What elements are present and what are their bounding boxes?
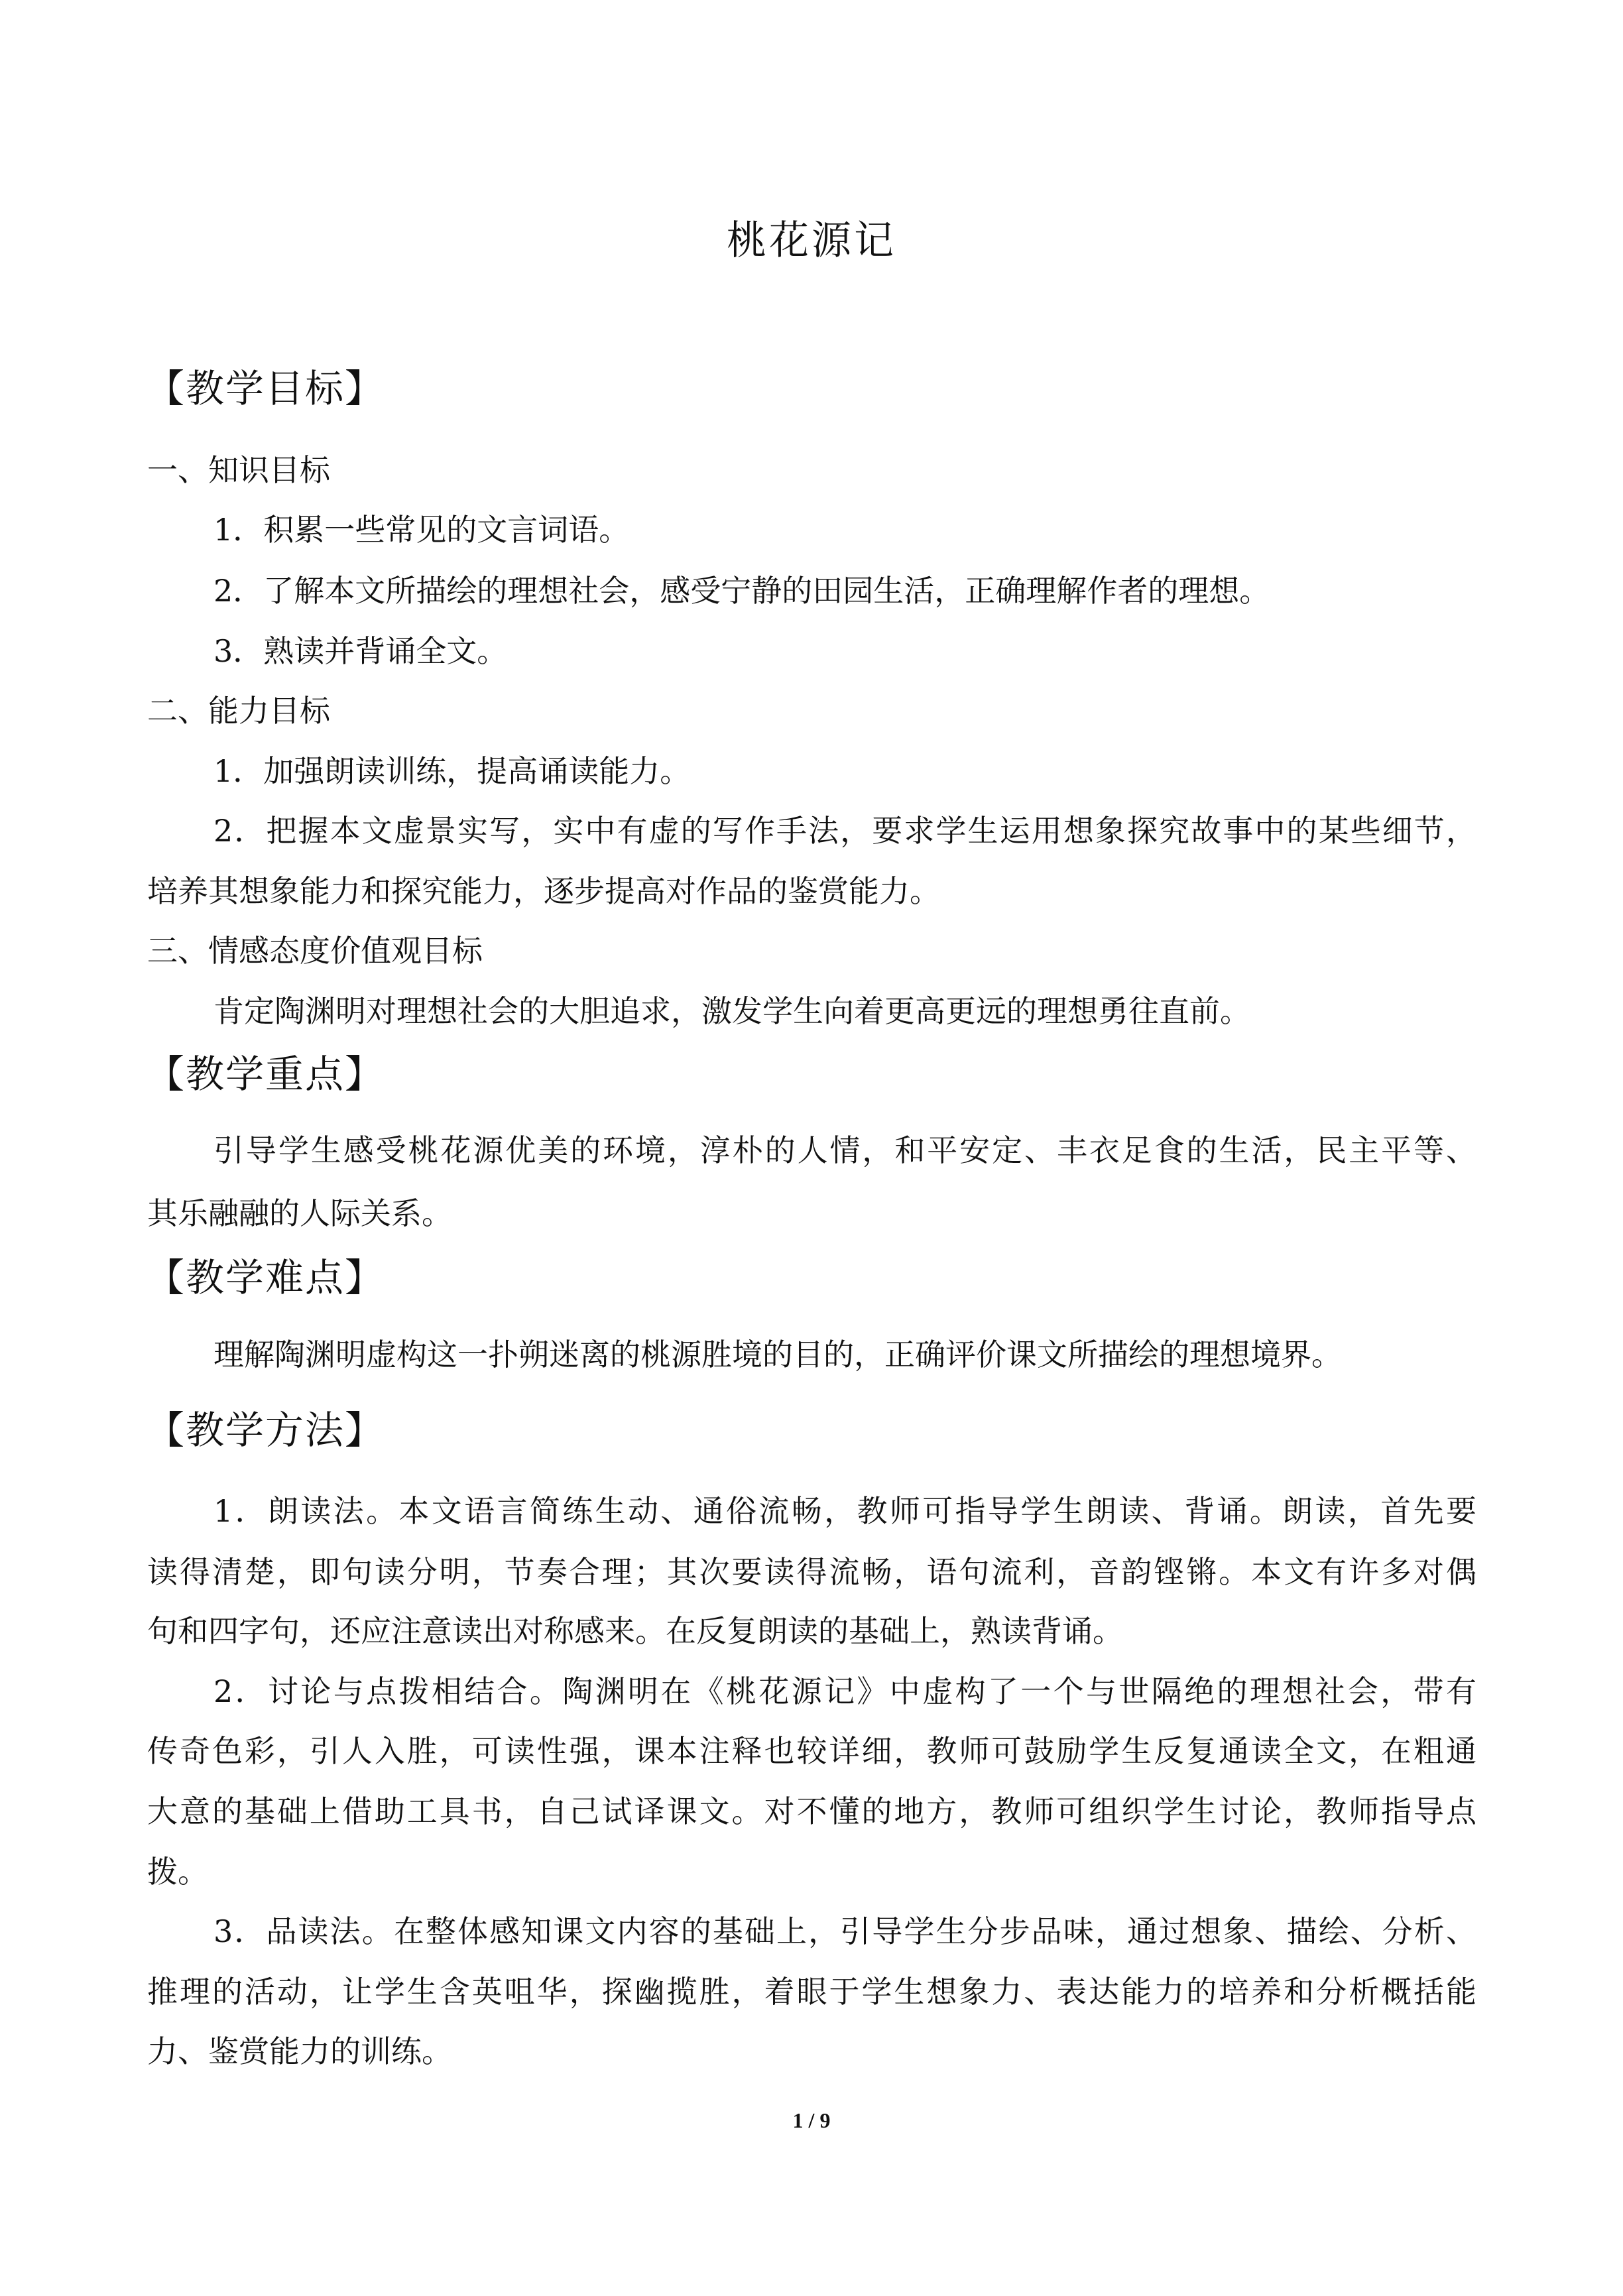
difficulties-text: 理解陶渊明虚构这一扑朔迷离的桃源胜境的目的，正确评价课文所描绘的理想境界。 — [213, 1337, 1342, 1372]
method-2-line-2: 传奇色彩，引人入胜，可读性强，课本注释也较详细，教师可鼓励学生反复通读全文，在粗通 — [147, 1733, 1476, 1769]
key-points-line-2: 其乐融融的人际关系。 — [147, 1195, 452, 1231]
method-1-line-3: 句和四字句，还应注意读出对称感来。在反复朗读的基础上，熟读背诵。 — [147, 1613, 1123, 1649]
page-title: 桃花源记 — [727, 217, 896, 264]
knowledge-item-3: 3．熟读并背诵全文。 — [213, 633, 508, 669]
method-1-line-1: 1．朗读法。本文语言简练生动、通俗流畅，教师可指导学生朗读、背诵。朗读，首先要 — [213, 1493, 1476, 1529]
method-3-line-1: 3．品读法。在整体感知课文内容的基础上，引导学生分步品味，通过想象、描绘、分析、 — [213, 1913, 1476, 1949]
subheading-knowledge: 一、知识目标 — [147, 452, 330, 488]
ability-item-1: 1．加强朗读训练，提高诵读能力。 — [213, 753, 691, 789]
ability-item-2-line-2: 培养其想象能力和探究能力，逐步提高对作品的鉴赏能力。 — [147, 873, 940, 909]
method-2-line-1: 2．讨论与点拨相结合。陶渊明在《桃花源记》中虚构了一个与世隔绝的理想社会，带有 — [213, 1673, 1476, 1709]
method-2-line-3: 大意的基础上借助工具书，自己试译课文。对不懂的地方，教师可组织学生讨论，教师指导点 — [147, 1793, 1476, 1829]
method-3-line-2: 推理的活动，让学生含英咀华，探幽揽胜，着眼于学生想象力、表达能力的培养和分析概括能 — [147, 1974, 1476, 2010]
emotion-text: 肯定陶渊明对理想社会的大胆追求，激发学生向着更高更远的理想勇往直前。 — [213, 993, 1250, 1029]
section-heading-key-points: 【教学重点】 — [146, 1052, 385, 1097]
method-1-line-2: 读得清楚，即句读分明，节奏合理；其次要读得流畅，语句流利，音韵铿锵。本文有许多对偶 — [147, 1554, 1476, 1590]
subheading-ability: 二、能力目标 — [147, 693, 330, 729]
knowledge-item-2: 2．了解本文所描绘的理想社会，感受宁静的田园生活，正确理解作者的理想。 — [213, 573, 1270, 609]
section-heading-methods: 【教学方法】 — [146, 1408, 385, 1453]
subheading-emotion: 三、情感态度价值观目标 — [147, 933, 483, 969]
knowledge-item-1: 1．积累一些常见的文言词语。 — [213, 512, 630, 548]
section-heading-objectives: 【教学目标】 — [146, 366, 385, 411]
key-points-line-1: 引导学生感受桃花源优美的环境，淳朴的人情，和平安定、丰衣足食的生活，民主平等、 — [213, 1132, 1476, 1168]
method-2-line-4: 拨。 — [147, 1854, 208, 1890]
method-3-line-3: 力、鉴赏能力的训练。 — [147, 2033, 452, 2069]
page-number: 1 / 9 — [792, 2108, 831, 2132]
ability-item-2-line-1: 2．把握本文虚景实写，实中有虚的写作手法，要求学生运用想象探究故事中的某些细节， — [213, 813, 1476, 849]
section-heading-difficulties: 【教学难点】 — [146, 1255, 385, 1300]
